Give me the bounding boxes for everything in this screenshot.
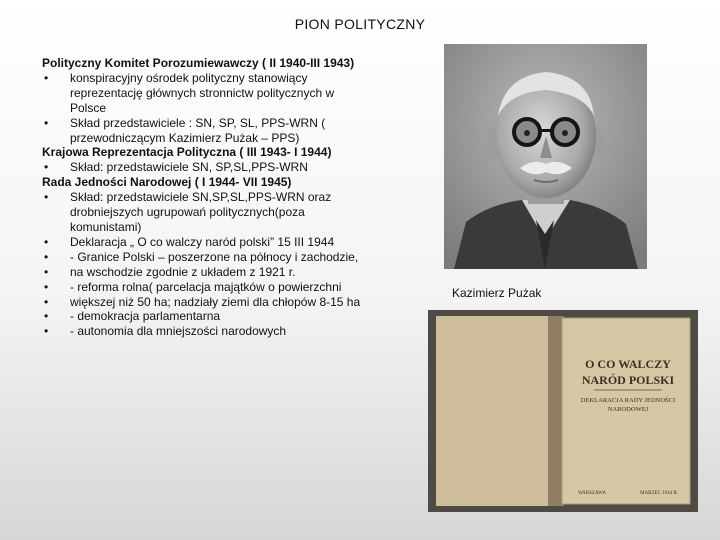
bullet-text: - Granice Polski – poszerzone na północy i zachodzie, <box>70 249 359 264</box>
bullet-dot-icon: • <box>44 264 49 279</box>
bullet-dot-icon: • <box>44 309 49 324</box>
bullet-item <box>42 116 362 146</box>
portrait-caption: Kazimierz Pużak <box>452 286 542 300</box>
bullet-text: - demokracja parlamentarna <box>70 309 221 324</box>
bullet-text: konspiracyjny ośrodek polityczny stanowiący reprezentację głównych stronnictw politycznych w Polsce <box>70 70 335 115</box>
bullet-dot-icon: • <box>44 249 49 264</box>
bullet-text: Deklaracja „ O co walczy naród polski” 15 III 1944 <box>70 234 335 249</box>
bullet-dot-icon: • <box>44 279 49 294</box>
bullet-item <box>42 235 362 250</box>
section-heading: Polityczny Komitet Porozumiewawczy ( II 1940-III 1943) <box>42 56 355 70</box>
bullet-text: - reforma rolna( parcelacja majątków o powierzchni <box>70 279 342 294</box>
bullet-item <box>42 295 362 310</box>
bullet-item <box>42 160 362 175</box>
booklet-subtitle-line1: DEKLARACJA RADY JEDNOŚCI <box>580 397 676 404</box>
bullet-item <box>42 190 362 235</box>
booklet-footer-right: MARZEC 1944 R. <box>640 491 678 496</box>
bullet-text: Skład przedstawiciele : SN, SP, SL, PPS-WRN ( przewodniczącym Kazimierz Pużak – PPS) <box>70 115 326 145</box>
bullet-item <box>42 280 362 295</box>
bullet-item <box>42 309 362 324</box>
bullet-item <box>42 250 362 265</box>
portrait-image <box>444 44 647 269</box>
bullet-item <box>42 324 362 339</box>
booklet-subtitle-line2: NARODOWEJ <box>607 406 649 413</box>
slide-title: PION POLITYCZNY <box>294 16 426 32</box>
bullet-dot-icon: • <box>44 294 49 309</box>
section-heading: Rada Jedności Narodowej ( I 1944- VII 1945) <box>42 175 292 190</box>
bullet-dot-icon: • <box>44 70 49 85</box>
booklet-title-line2: NARÓD POLSKI <box>581 373 675 387</box>
section-heading: Krajowa Reprezentacja Polityczna ( III 1943- I 1944) <box>42 145 332 160</box>
booklet-image <box>428 310 698 512</box>
bullet-text: na wschodzie zgodnie z układem z 1921 r. <box>70 264 296 279</box>
bullet-item <box>42 71 362 116</box>
portrait-photo <box>444 44 647 269</box>
booklet-photo <box>428 310 698 512</box>
bullet-dot-icon: • <box>44 324 49 339</box>
booklet-footer-left: WARSZAWA <box>578 491 606 496</box>
bullet-dot-icon: • <box>44 190 49 205</box>
bullet-dot-icon: • <box>44 115 49 130</box>
bullet-dot-icon: • <box>44 160 49 175</box>
booklet-title-line1: O CO WALCZY <box>585 357 671 371</box>
bullet-text: większej niż 50 ha; nadziały ziemi dla chłopów 8-15 ha <box>70 294 361 309</box>
bullet-text: Skład: przedstawiciele SN, SP,SL,PPS-WRN <box>70 160 308 175</box>
bullet-text: - autonomia dla mniejszości narodowych <box>70 324 287 339</box>
bullet-item <box>42 265 362 280</box>
bullet-dot-icon: • <box>44 234 49 249</box>
content-text <box>42 56 362 339</box>
bullet-text: Skład: przedstawiciele SN,SP,SL,PPS-WRN oraz drobniejszych ugrupowań politycznych(poza komunistami) <box>70 190 332 234</box>
